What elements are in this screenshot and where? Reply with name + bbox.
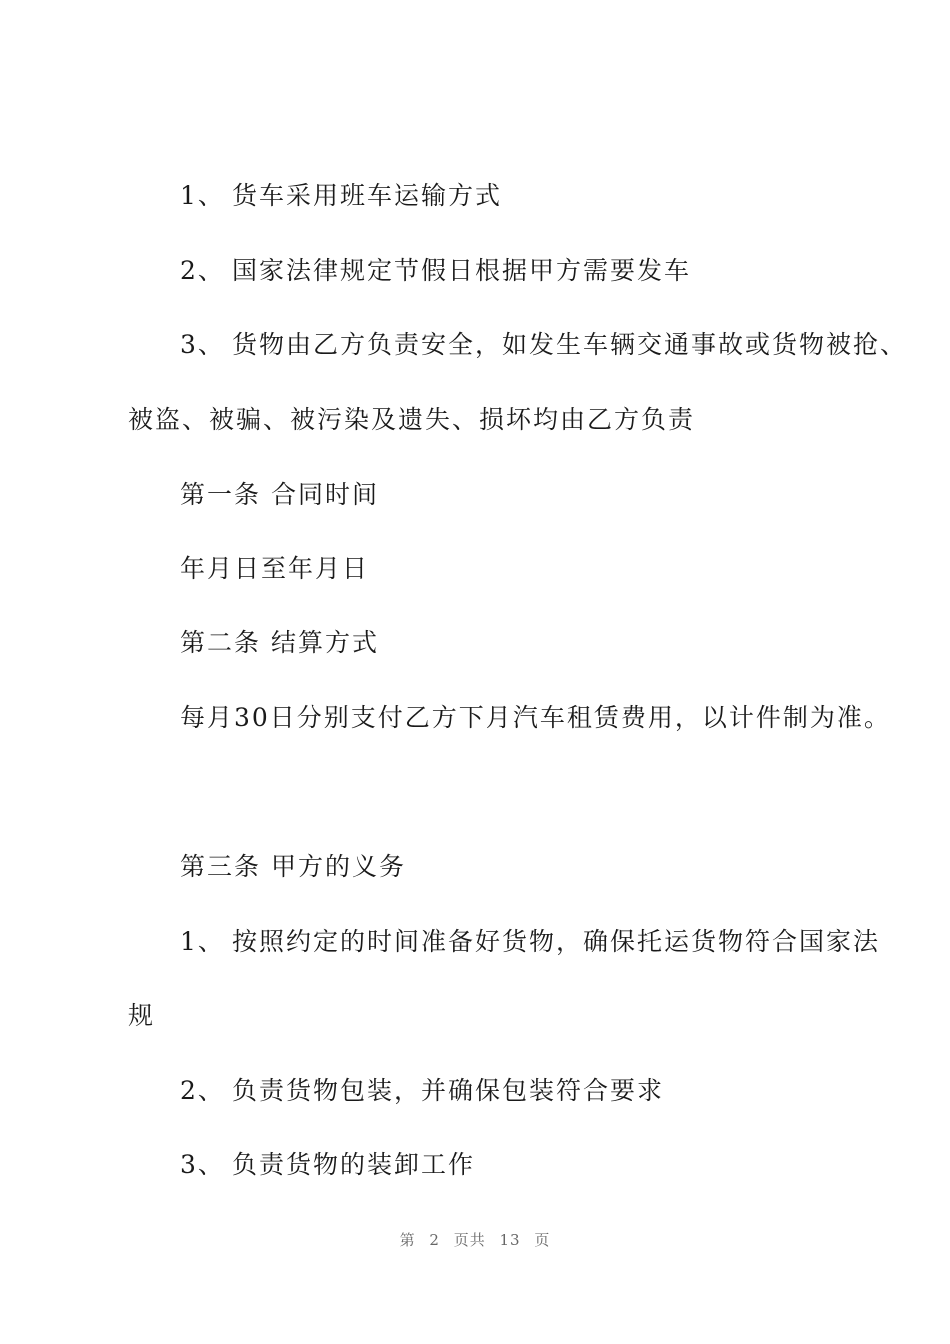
paragraph-continuation: 被盗、被骗、被污染及遗失、损坏均由乙方负责 [128,405,696,434]
list-item-number: 2、 [180,256,225,285]
list-item-number: 1、 [180,181,225,210]
list-item-number: 3、 [180,330,225,359]
list-item-text: 货物由乙方负责安全，如发生车辆交通事故或货物被抢、 [232,330,908,359]
list-item-text: 国家法律规定节假日根据甲方需要发车 [232,256,692,285]
paragraph-continuation: 规 [128,1001,156,1030]
paragraph: 每月30日分别支付乙方下月汽车租赁费用，以计件制为准。 [180,703,891,732]
page-number-footer: 第 2 页共 13 页 [399,1231,551,1249]
list-item-text: 货车采用班车运输方式 [232,181,503,210]
list-item [180,927,880,957]
section-heading: 第三条 甲方的义务 [180,852,406,881]
section-heading: 第二条 结算方式 [180,628,379,657]
list-item [180,181,502,211]
list-item-number: 1、 [180,927,225,956]
list-item [180,1076,664,1106]
list-item [180,330,907,360]
list-item-text: 负责货物的装卸工作 [232,1150,476,1179]
list-item-text: 按照约定的时间准备好货物，确保托运货物符合国家法 [232,927,881,956]
list-item-text: 负责货物包装，并确保包装符合要求 [232,1076,665,1105]
section-heading: 第一条 合同时间 [180,480,379,509]
list-item-number: 3、 [180,1150,225,1179]
list-item [180,1150,475,1180]
paragraph: 年月日至年月日 [180,554,370,583]
list-item [180,256,691,286]
list-item-number: 2、 [180,1076,225,1105]
